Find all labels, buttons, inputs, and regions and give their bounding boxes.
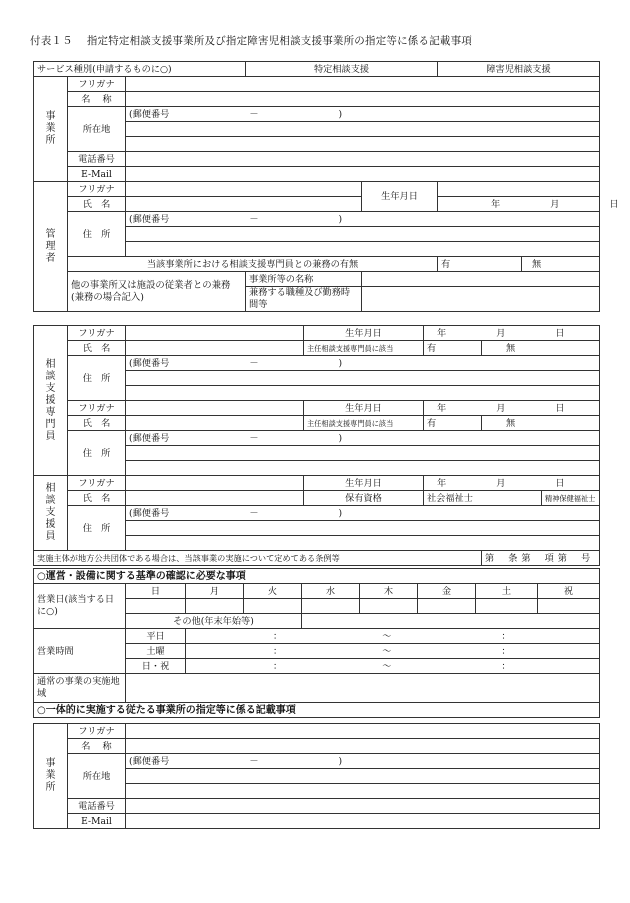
- staff-birth-field[interactable]: 年 月 日: [424, 476, 600, 491]
- office-address-field-2[interactable]: [126, 137, 600, 152]
- office-email-field[interactable]: [126, 167, 600, 182]
- day-thu-check[interactable]: [360, 599, 418, 614]
- staff-qual-1[interactable]: 社会福祉士: [424, 491, 542, 506]
- specialist1-chief-yes[interactable]: 有: [424, 341, 482, 356]
- integrated-tel-field[interactable]: [126, 799, 600, 814]
- service-type-label: サービス種別(申請するものに○): [34, 62, 246, 77]
- day-wed-check[interactable]: [302, 599, 360, 614]
- hours-weekday-label: 平日: [126, 629, 186, 644]
- form-title: [30, 33, 486, 48]
- form-table-standards: [33, 568, 600, 718]
- ordinance-field[interactable]: 第 条 第 項 第 号: [482, 551, 600, 566]
- day-tue: 火: [244, 584, 302, 599]
- manager-other-label: 他の事業所又は施設の従業者との兼務(兼務の場合記入): [68, 272, 246, 312]
- staff-birth-label: 生年月日: [304, 476, 424, 491]
- office-address-field-1[interactable]: [126, 122, 600, 137]
- other-days-label: その他(年末年始等): [126, 614, 302, 629]
- day-tue-check[interactable]: [244, 599, 302, 614]
- day-sat: 土: [476, 584, 538, 599]
- day-mon: 月: [186, 584, 244, 599]
- standards-heading: ○運営・設備に関する基準の確認に必要な事項: [34, 569, 600, 584]
- specialist2-birth-field[interactable]: 年 月 日: [424, 401, 600, 416]
- manager-address-label: 住 所: [68, 212, 126, 257]
- specialist1-furigana-label: フリガナ: [68, 326, 126, 341]
- manager-concurrent-label: 当該事業所における相談支援専門員との兼務の有無: [68, 257, 438, 272]
- service-option-child[interactable]: 障害児相談支援: [438, 62, 600, 77]
- specialist2-address-field-1[interactable]: [126, 446, 600, 461]
- hours-holiday-label: 日・祝: [126, 659, 186, 674]
- form-number: 付表１５: [30, 35, 73, 47]
- integrated-address-field-1[interactable]: [126, 769, 600, 784]
- integrated-furigana-field[interactable]: [126, 724, 600, 739]
- hours-label: 営業時間: [34, 629, 126, 674]
- office-name-label: 名 称: [68, 92, 126, 107]
- day-mon-check[interactable]: [186, 599, 244, 614]
- integrated-email-field[interactable]: [126, 814, 600, 829]
- specialist1-address-field-2[interactable]: [126, 386, 600, 401]
- staff-address-field-2[interactable]: [126, 536, 600, 551]
- staff-name-field[interactable]: [126, 491, 304, 506]
- specialist1-postal-field[interactable]: (郵便番号 － ): [126, 356, 600, 371]
- specialist2-chief-yes[interactable]: 有: [424, 416, 482, 431]
- form-title-text: 指定特定相談支援事業所及び指定障害児相談支援事業所の指定等に係る記載事項: [86, 35, 473, 47]
- day-sun: 日: [126, 584, 186, 599]
- hours-holiday-field[interactable]: ： ～ ：: [186, 659, 600, 674]
- office-name-field[interactable]: [126, 92, 600, 107]
- staff-furigana-label: フリガナ: [68, 476, 126, 491]
- office-postal-field[interactable]: (郵便番号 － ): [126, 107, 600, 122]
- office-email-label: E-Mail: [68, 167, 126, 182]
- specialist2-address-field-2[interactable]: [126, 461, 600, 476]
- specialist2-address-label: 住 所: [68, 431, 126, 476]
- specialist1-birth-field[interactable]: 年 月 日: [424, 326, 600, 341]
- staff-qual-label: 保有資格: [304, 491, 424, 506]
- manager-concurrent-no[interactable]: 無: [522, 257, 600, 272]
- hours-saturday-field[interactable]: ： ～ ：: [186, 644, 600, 659]
- day-fri-check[interactable]: [418, 599, 476, 614]
- specialist2-chief-label: 主任相談支援専門員に該当: [304, 416, 424, 431]
- specialist2-postal-field[interactable]: (郵便番号 － ): [126, 431, 600, 446]
- integrated-name-field[interactable]: [126, 739, 600, 754]
- office-furigana-field[interactable]: [126, 77, 600, 92]
- day-holiday-check[interactable]: [538, 599, 600, 614]
- manager-birth-label: 生年月日: [362, 182, 438, 212]
- specialist2-name-field[interactable]: [126, 416, 304, 431]
- staff-qual-2[interactable]: 精神保健福祉士: [542, 491, 600, 506]
- manager-job-label: 兼務する職種及び勤務時間等: [246, 287, 362, 312]
- specialist1-address-label: 住 所: [68, 356, 126, 401]
- integrated-name-label: 名 称: [68, 739, 126, 754]
- manager-facility-label: 事業所等の名称: [246, 272, 362, 287]
- manager-concurrent-yes[interactable]: 有: [438, 257, 522, 272]
- specialist-group-label: 相談支援専門員: [34, 326, 68, 476]
- integrated-address-field-2[interactable]: [126, 784, 600, 799]
- other-days-field[interactable]: [302, 614, 600, 629]
- manager-address-field-1[interactable]: [126, 227, 600, 242]
- office-tel-label: 電話番号: [68, 152, 126, 167]
- service-option-specific[interactable]: 特定相談支援: [246, 62, 438, 77]
- business-days-label: 営業日(該当する日に○): [34, 584, 126, 629]
- manager-birth-field[interactable]: 年 月 日: [438, 197, 600, 212]
- specialist2-furigana-label: フリガナ: [68, 401, 126, 416]
- manager-name-label: 氏 名: [68, 197, 126, 212]
- manager-name-field[interactable]: [126, 197, 362, 212]
- specialist1-address-field-1[interactable]: [126, 371, 600, 386]
- specialist2-birth-label: 生年月日: [304, 401, 424, 416]
- form-table-main: [33, 61, 619, 312]
- specialist2-furigana-field[interactable]: [126, 401, 304, 416]
- manager-postal-field[interactable]: (郵便番号 － ): [126, 212, 600, 227]
- specialist1-chief-no[interactable]: 無: [482, 341, 600, 356]
- staff-postal-field[interactable]: (郵便番号 － ): [126, 506, 600, 521]
- staff-group-label: 相談支援員: [34, 476, 68, 551]
- staff-furigana-field[interactable]: [126, 476, 304, 491]
- day-thu: 木: [360, 584, 418, 599]
- integrated-group-label: 事業所: [34, 724, 68, 829]
- manager-birth-field-top[interactable]: [438, 182, 600, 197]
- hours-saturday-label: 土曜: [126, 644, 186, 659]
- day-wed: 水: [302, 584, 360, 599]
- integrated-email-label: E-Mail: [68, 814, 126, 829]
- form-table-staff: [33, 325, 600, 566]
- manager-facility-field[interactable]: [362, 272, 600, 287]
- day-sat-check[interactable]: [476, 599, 538, 614]
- staff-address-field-1[interactable]: [126, 521, 600, 536]
- staff-name-label: 氏 名: [68, 491, 126, 506]
- ordinance-label: 実施主体が地方公共団体である場合は、当該事業の実施について定めてある条例等: [34, 551, 482, 566]
- specialist1-name-label: 氏 名: [68, 341, 126, 356]
- specialist2-name-label: 氏 名: [68, 416, 126, 431]
- specialist1-furigana-field[interactable]: [126, 326, 304, 341]
- office-address-label: 所在地: [68, 107, 126, 152]
- form-table-integrated: [33, 723, 600, 829]
- specialist1-chief-label: 主任相談支援専門員に該当: [304, 341, 424, 356]
- manager-job-field[interactable]: [362, 287, 600, 312]
- day-fri: 金: [418, 584, 476, 599]
- office-tel-field[interactable]: [126, 152, 600, 167]
- integrated-address-label: 所在地: [68, 754, 126, 799]
- integrated-furigana-label: フリガナ: [68, 724, 126, 739]
- day-holiday: 祝: [538, 584, 600, 599]
- integrated-tel-label: 電話番号: [68, 799, 126, 814]
- office-group-label: 事業所: [34, 77, 68, 182]
- manager-furigana-label: フリガナ: [68, 182, 126, 197]
- manager-address-field-2[interactable]: [126, 242, 600, 257]
- day-sun-check[interactable]: [126, 599, 186, 614]
- manager-furigana-field[interactable]: [126, 182, 362, 197]
- manager-group-label: 管理者: [34, 182, 68, 312]
- service-area-label: 通常の事業の実施地域: [34, 674, 126, 703]
- specialist1-name-field[interactable]: [126, 341, 304, 356]
- integrated-postal-field[interactable]: (郵便番号 － ): [126, 754, 600, 769]
- service-area-field[interactable]: [126, 674, 600, 703]
- specialist2-chief-no[interactable]: 無: [482, 416, 600, 431]
- hours-weekday-field[interactable]: ： ～ ：: [186, 629, 600, 644]
- specialist1-birth-label: 生年月日: [304, 326, 424, 341]
- staff-address-label: 住 所: [68, 506, 126, 551]
- integrated-heading: ○一体的に実施する従たる事業所の指定等に係る記載事項: [34, 703, 600, 718]
- office-furigana-label: フリガナ: [68, 77, 126, 92]
